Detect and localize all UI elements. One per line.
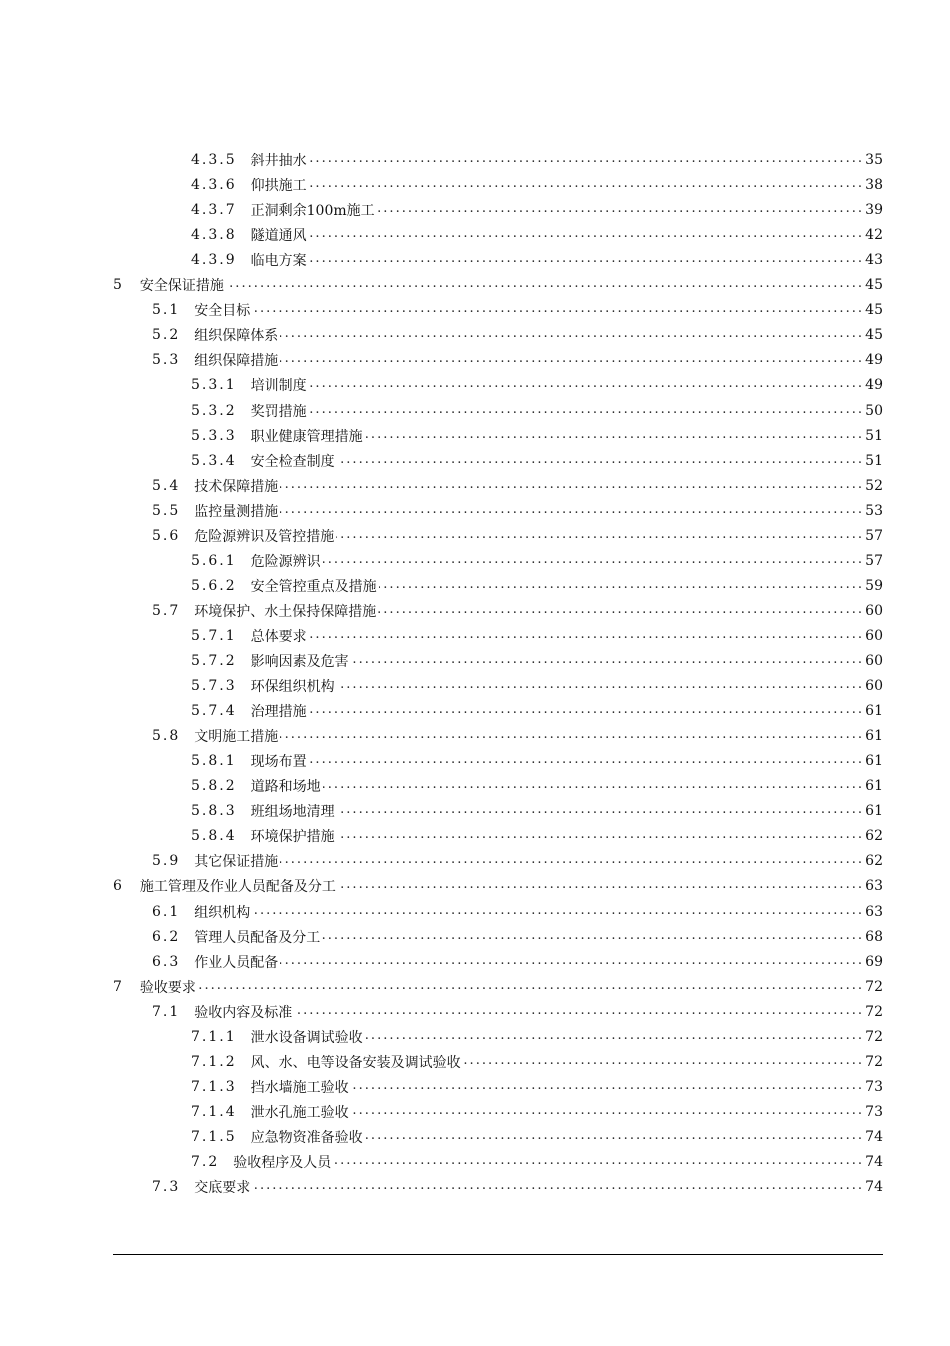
toc-entry-title: 环境保护、水土保持保障措施 — [194, 603, 377, 620]
toc-dot-leader — [351, 654, 861, 668]
toc-entry-title: 组织机构 — [194, 904, 251, 921]
toc-entry-page-number: 60 — [865, 677, 883, 694]
toc-entry-page-number: 61 — [865, 802, 883, 819]
toc-entry[interactable] — [191, 448, 883, 473]
toc-entry-page-number: 72 — [865, 1028, 883, 1045]
toc-entry-page-number: 60 — [865, 652, 883, 669]
toc-entry-page-number: 74 — [865, 1178, 883, 1195]
toc-dot-leader — [280, 353, 861, 367]
toc-dot-leader — [309, 754, 861, 768]
toc-dot-leader — [309, 378, 861, 392]
toc-entry-title: 应急物资准备验收 — [250, 1129, 363, 1146]
toc-entry-page-number: 39 — [865, 201, 883, 218]
toc-entry-page-number: 50 — [865, 402, 883, 419]
toc-entry[interactable] — [191, 1049, 883, 1074]
toc-entry-title: 现场布置 — [250, 753, 307, 770]
toc-entry-page-number: 74 — [865, 1128, 883, 1145]
toc-entry-page-number: 60 — [865, 627, 883, 644]
toc-entry-page-number: 61 — [865, 727, 883, 744]
toc-entry-number: 4.3.6 — [191, 176, 237, 193]
toc-entry[interactable] — [152, 347, 883, 372]
toc-entry-title: 组织保障体系 — [194, 327, 279, 344]
toc-entry-number: 7.3 — [152, 1178, 181, 1195]
toc-entry-number: 6.1 — [152, 903, 181, 920]
toc-dot-leader — [337, 454, 861, 468]
toc-entry-title: 治理措施 — [250, 703, 307, 720]
toc-entry-number: 5.7.1 — [191, 627, 237, 644]
toc-entry-number: 5.5 — [152, 502, 181, 519]
toc-entry-number: 5.7.2 — [191, 652, 237, 669]
toc-dot-leader — [252, 905, 861, 919]
toc-dot-leader — [309, 153, 861, 167]
toc-entry-page-number: 57 — [865, 552, 883, 569]
toc-entry-title: 奖罚措施 — [250, 403, 307, 420]
toc-entry-title: 泄水孔施工验收 — [250, 1104, 349, 1121]
toc-dot-leader — [309, 704, 861, 718]
toc-entry[interactable] — [191, 372, 883, 397]
toc-dot-leader — [337, 829, 861, 843]
toc-dot-leader — [337, 679, 861, 693]
toc-entry-page-number: 74 — [865, 1153, 883, 1170]
toc-entry-title: 危险源辨识及管控措施 — [194, 528, 335, 545]
toc-entry-number: 7.1.3 — [191, 1078, 237, 1095]
toc-entry[interactable] — [191, 222, 883, 247]
toc-entry[interactable] — [191, 648, 883, 673]
toc-dot-leader — [351, 1080, 861, 1094]
toc-entry-page-number: 43 — [865, 251, 883, 268]
toc-entry-number: 4.3.7 — [191, 201, 237, 218]
toc-entry-number: 5.8 — [152, 727, 181, 744]
toc-entry[interactable] — [152, 1174, 883, 1199]
toc-dot-leader — [280, 955, 861, 969]
toc-entry-title: 环保组织机构 — [250, 678, 335, 695]
toc-entry-number: 5.6.2 — [191, 577, 237, 594]
toc-entry-title: 道路和场地 — [250, 778, 321, 795]
toc-entry-title: 安全保证措施 — [139, 277, 224, 294]
toc-entry-page-number: 61 — [865, 752, 883, 769]
toc-entry-title: 班组场地清理 — [250, 803, 335, 820]
toc-entry-number: 6.3 — [152, 953, 181, 970]
toc-entry-page-number: 61 — [865, 702, 883, 719]
toc-entry-page-number: 60 — [865, 602, 883, 619]
toc-entry[interactable] — [191, 398, 883, 423]
toc-entry-number: 6 — [113, 877, 124, 894]
toc-entry[interactable] — [152, 473, 883, 498]
toc-entry-title: 总体要求 — [250, 628, 307, 645]
toc-dot-leader — [463, 1055, 861, 1069]
toc-entry-title: 正洞剩余100m施工 — [250, 202, 375, 219]
toc-entry-title: 环境保护措施 — [250, 828, 335, 845]
toc-dot-leader — [365, 429, 861, 443]
toc-entry[interactable] — [191, 1099, 883, 1124]
toc-dot-leader — [378, 604, 861, 618]
toc-dot-leader — [309, 629, 861, 643]
toc-entry[interactable] — [113, 974, 883, 999]
toc-entry-title: 管理人员配备及分工 — [194, 929, 321, 946]
toc-entry[interactable] — [191, 573, 883, 598]
toc-entry-number: 5.3.1 — [191, 376, 237, 393]
toc-entry-number: 7.1.5 — [191, 1128, 237, 1145]
toc-dot-leader — [280, 479, 861, 493]
toc-entry-number: 7.2 — [191, 1153, 220, 1170]
toc-entry-page-number: 59 — [865, 577, 883, 594]
toc-entry-title: 技术保障措施 — [194, 478, 279, 495]
toc-entry-title: 培训制度 — [250, 377, 307, 394]
toc-entry-page-number: 73 — [865, 1078, 883, 1095]
toc-entry-number: 5.1 — [152, 301, 181, 318]
toc-entry[interactable] — [191, 1024, 883, 1049]
toc-entry-number: 5.3 — [152, 351, 181, 368]
toc-entry[interactable] — [191, 1149, 883, 1174]
toc-entry[interactable] — [113, 873, 883, 898]
toc-entry-page-number: 49 — [865, 351, 883, 368]
toc-entry-number: 5.3.2 — [191, 402, 237, 419]
toc-entry[interactable] — [191, 823, 883, 848]
toc-entry-page-number: 51 — [865, 427, 883, 444]
toc-entry-page-number: 63 — [865, 903, 883, 920]
toc-entry[interactable] — [191, 798, 883, 823]
toc-entry[interactable] — [152, 723, 883, 748]
toc-entry-page-number: 53 — [865, 502, 883, 519]
toc-dot-leader — [309, 253, 861, 267]
toc-entry[interactable] — [152, 598, 883, 623]
toc-entry[interactable] — [191, 147, 883, 172]
toc-entry[interactable] — [191, 1124, 883, 1149]
toc-entry[interactable] — [191, 673, 883, 698]
toc-entry-title: 危险源辨识 — [250, 553, 321, 570]
toc-dot-leader — [379, 579, 861, 593]
toc-dot-leader — [377, 203, 861, 217]
toc-dot-leader — [323, 779, 861, 793]
toc-entry[interactable] — [191, 548, 883, 573]
toc-entry[interactable] — [191, 623, 883, 648]
toc-entry-page-number: 42 — [865, 226, 883, 243]
toc-entry[interactable] — [191, 698, 883, 723]
toc-dot-leader — [337, 804, 861, 818]
toc-entry[interactable] — [191, 748, 883, 773]
toc-entry-page-number: 45 — [865, 301, 883, 318]
toc-entry-number: 5.8.4 — [191, 827, 237, 844]
toc-entry-page-number: 62 — [865, 852, 883, 869]
toc-entry-page-number: 72 — [865, 978, 883, 995]
toc-entry-number: 5.3.3 — [191, 427, 237, 444]
toc-dot-leader — [294, 1005, 861, 1019]
toc-dot-leader — [365, 1130, 861, 1144]
toc-entry[interactable] — [152, 924, 883, 949]
toc-entry-title: 验收程序及人员 — [233, 1154, 332, 1171]
footer-rule — [113, 1254, 883, 1255]
toc-entry[interactable] — [191, 773, 883, 798]
toc-entry[interactable] — [152, 848, 883, 873]
toc-dot-leader — [280, 729, 861, 743]
toc-entry-page-number: 57 — [865, 527, 883, 544]
toc-entry-title: 挡水墙施工验收 — [250, 1079, 349, 1096]
toc-entry-title: 安全管控重点及措施 — [250, 578, 377, 595]
toc-dot-leader — [280, 504, 861, 518]
toc-entry-title: 临电方案 — [250, 252, 307, 269]
toc-entry-number: 7.1.1 — [191, 1028, 237, 1045]
toc-entry-page-number: 73 — [865, 1103, 883, 1120]
toc-entry-number: 5.3.4 — [191, 452, 237, 469]
toc-entry-title: 验收内容及标准 — [194, 1004, 293, 1021]
toc-entry[interactable] — [191, 247, 883, 272]
toc-entry-title: 泄水设备调试验收 — [250, 1029, 363, 1046]
toc-entry-title: 影响因素及危害 — [250, 653, 349, 670]
toc-entry-title: 作业人员配备 — [194, 954, 279, 971]
toc-entry-title: 安全目标 — [194, 302, 251, 319]
toc-entry[interactable] — [191, 423, 883, 448]
toc-entry-title: 仰拱施工 — [250, 177, 307, 194]
toc-entry-page-number: 69 — [865, 953, 883, 970]
toc-entry-page-number: 51 — [865, 452, 883, 469]
toc-entry-title: 监控量测措施 — [194, 503, 279, 520]
toc-entry-title: 职业健康管理措施 — [250, 428, 363, 445]
toc-entry-number: 5.8.3 — [191, 802, 237, 819]
toc-entry[interactable] — [152, 899, 883, 924]
toc-dot-leader — [280, 328, 861, 342]
toc-entry-number: 5.8.2 — [191, 777, 237, 794]
toc-entry-page-number: 72 — [865, 1003, 883, 1020]
toc-dot-leader — [198, 980, 861, 994]
toc-dot-leader — [280, 854, 861, 868]
toc-entry-number: 5.6 — [152, 527, 181, 544]
toc-entry-number: 5.8.1 — [191, 752, 237, 769]
toc-dot-leader — [226, 278, 861, 292]
toc-entry-number: 5.9 — [152, 852, 181, 869]
toc-entry-page-number: 49 — [865, 376, 883, 393]
toc-entry-page-number: 68 — [865, 928, 883, 945]
toc-entry-title: 其它保证措施 — [194, 853, 279, 870]
toc-dot-leader — [336, 529, 861, 543]
toc-entry-page-number: 62 — [865, 827, 883, 844]
toc-entry-number: 7.1.4 — [191, 1103, 237, 1120]
toc-entry-number: 4.3.5 — [191, 151, 237, 168]
toc-entry[interactable] — [152, 523, 883, 548]
toc-entry-page-number: 52 — [865, 477, 883, 494]
toc-entry-title: 验收要求 — [139, 979, 196, 996]
toc-entry-number: 5.7.4 — [191, 702, 237, 719]
toc-entry[interactable] — [152, 999, 883, 1024]
toc-dot-leader — [252, 303, 861, 317]
toc-dot-leader — [309, 404, 861, 418]
toc-dot-leader — [309, 228, 861, 242]
toc-entry[interactable] — [152, 498, 883, 523]
toc-entry-page-number: 38 — [865, 176, 883, 193]
toc-entry-page-number: 63 — [865, 877, 883, 894]
toc-entry-page-number: 45 — [865, 326, 883, 343]
toc-entry-title: 文明施工措施 — [194, 728, 279, 745]
toc-entry-number: 5 — [113, 276, 124, 293]
toc-entry-page-number: 72 — [865, 1053, 883, 1070]
toc-dot-leader — [252, 1180, 861, 1194]
toc-entry-number: 6.2 — [152, 928, 181, 945]
toc-dot-leader — [323, 554, 861, 568]
toc-entry-page-number: 35 — [865, 151, 883, 168]
toc-dot-leader — [338, 879, 861, 893]
toc-entry[interactable] — [191, 1074, 883, 1099]
toc-entry[interactable] — [152, 322, 883, 347]
toc-entry[interactable] — [152, 949, 883, 974]
toc-entry[interactable] — [152, 297, 883, 322]
toc-dot-leader — [322, 930, 861, 944]
toc-entry-title: 风、水、电等设备安装及调试验收 — [250, 1054, 461, 1071]
toc-entry-number: 4.3.8 — [191, 226, 237, 243]
toc-entry-title: 组织保障措施 — [194, 352, 279, 369]
toc-entry-page-number: 45 — [865, 276, 883, 293]
toc-entry-number: 5.2 — [152, 326, 181, 343]
toc-dot-leader — [365, 1030, 861, 1044]
toc-entry-number: 5.6.1 — [191, 552, 237, 569]
toc-entry-title: 交底要求 — [194, 1179, 251, 1196]
toc-entry[interactable] — [113, 272, 883, 297]
toc-entry[interactable] — [191, 172, 883, 197]
toc-dot-leader — [309, 178, 861, 192]
toc-entry-number: 7 — [113, 978, 124, 995]
toc-entry[interactable] — [191, 197, 883, 222]
toc-entry-number: 7.1.2 — [191, 1053, 237, 1070]
toc-entry-number: 7.1 — [152, 1003, 181, 1020]
toc-entry-number: 5.7 — [152, 602, 181, 619]
toc-entry-title: 隧道通风 — [250, 227, 307, 244]
toc-dot-leader — [351, 1105, 861, 1119]
toc-entry-title: 斜井抽水 — [250, 152, 307, 169]
toc-entry-number: 5.4 — [152, 477, 181, 494]
toc-entry-number: 4.3.9 — [191, 251, 237, 268]
toc-entry-title: 安全检查制度 — [250, 453, 335, 470]
toc-entry-title: 施工管理及作业人员配备及分工 — [139, 878, 336, 895]
toc-entry-number: 5.7.3 — [191, 677, 237, 694]
toc-entry-page-number: 61 — [865, 777, 883, 794]
toc-dot-leader — [333, 1155, 861, 1169]
